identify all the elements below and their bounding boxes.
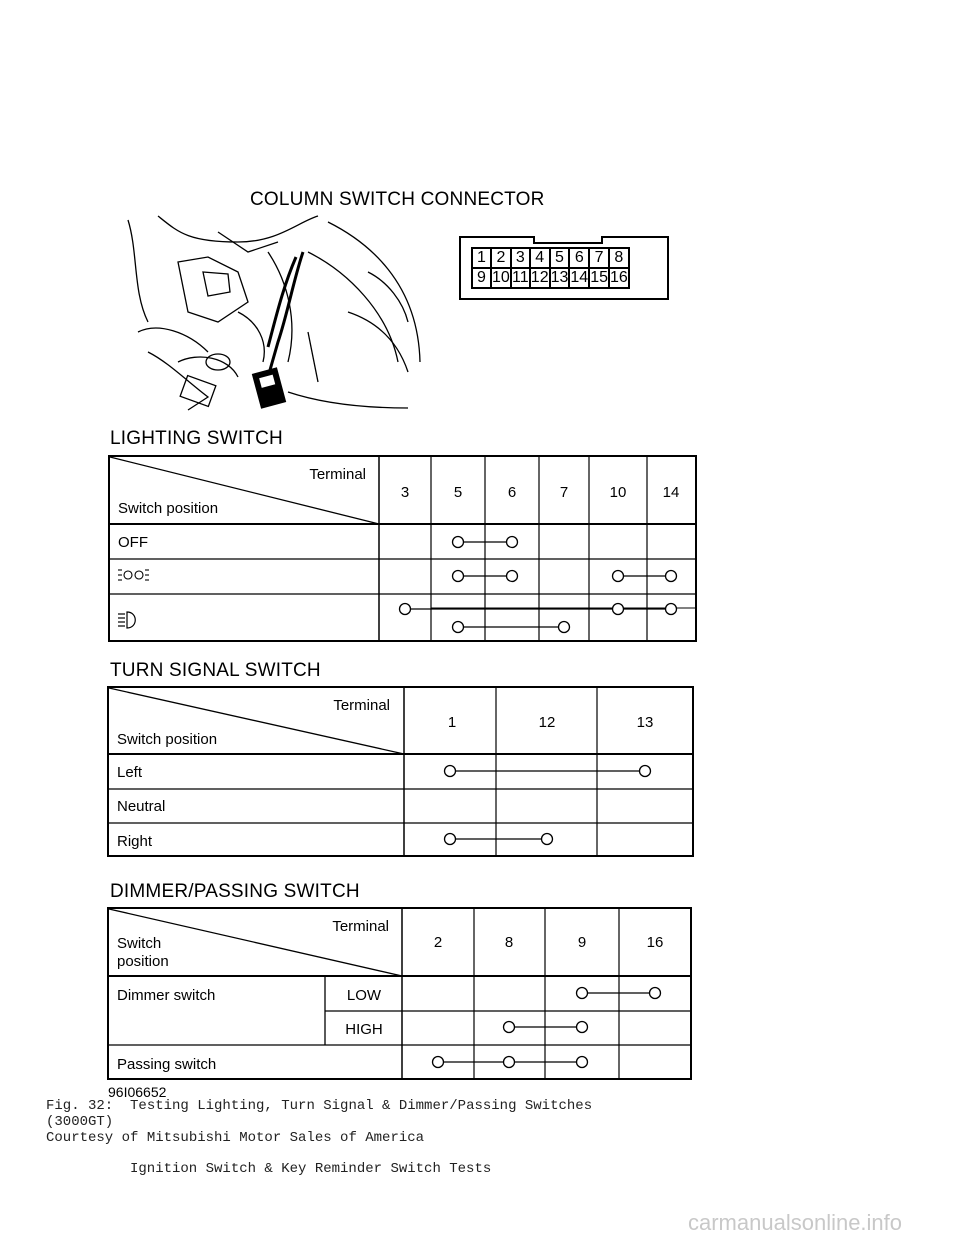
dimmer-terminal-2: 2 bbox=[433, 934, 443, 951]
pin-15: 15 bbox=[590, 269, 608, 286]
lighting-switch-table bbox=[108, 455, 698, 643]
figure-code: 96I06652 bbox=[108, 1084, 167, 1100]
figure-caption-line2: (3000GT) bbox=[46, 1114, 114, 1130]
figure-caption-courtesy: Courtesy of Mitsubishi Motor Sales of America bbox=[46, 1130, 425, 1146]
turn-terminal-12: 12 bbox=[538, 714, 556, 731]
connector-title: COLUMN SWITCH CONNECTOR bbox=[250, 189, 545, 210]
pin-7: 7 bbox=[589, 248, 609, 268]
dimmer-row-dimmer-switch: Dimmer switch bbox=[117, 987, 216, 1004]
pin-9: 9 bbox=[472, 268, 491, 288]
dimmer-header-position-line2: position bbox=[117, 953, 169, 970]
section-heading: Ignition Switch & Key Reminder Switch Tests bbox=[130, 1161, 492, 1177]
pin-5: 5 bbox=[550, 248, 570, 268]
lighting-header-position: Switch position bbox=[118, 500, 219, 517]
pin-14: 14 bbox=[570, 269, 589, 286]
watermark: carmanualsonline.info bbox=[688, 1210, 903, 1235]
dimmer-header-position-line1: Switch bbox=[117, 935, 162, 952]
dimmer-terminal-16: 16 bbox=[646, 934, 664, 951]
lighting-terminal-5: 5 bbox=[453, 484, 463, 501]
turn-terminal-1: 1 bbox=[447, 714, 457, 731]
dimmer-row-low: LOW bbox=[346, 987, 382, 1004]
lighting-terminal-10: 10 bbox=[609, 484, 627, 501]
turn-header-terminal: Terminal bbox=[333, 697, 390, 714]
dimmer-passing-table bbox=[107, 907, 693, 1081]
dimmer-passing-title: DIMMER/PASSING SWITCH bbox=[110, 881, 360, 902]
connector-pin-grid bbox=[471, 247, 630, 289]
pin-8: 8 bbox=[609, 248, 629, 268]
turn-header-position: Switch position bbox=[117, 731, 218, 748]
pin-13: 13 bbox=[550, 269, 569, 286]
lighting-header-terminal: Terminal bbox=[309, 466, 366, 483]
pin-4: 4 bbox=[530, 248, 550, 268]
figure-caption-line1: Fig. 32: Testing Lighting, Turn Signal & Dimmer/Passing Switches bbox=[46, 1098, 593, 1114]
turn-row-neutral: Neutral bbox=[117, 798, 166, 815]
headlamp-icon bbox=[118, 612, 135, 628]
steering-column-illustration bbox=[118, 212, 430, 414]
turn-terminal-13: 13 bbox=[636, 714, 654, 731]
dimmer-terminal-8: 8 bbox=[504, 934, 514, 951]
tail-lamp-icon bbox=[118, 570, 149, 580]
pin-16: 16 bbox=[609, 269, 628, 286]
turn-signal-table bbox=[107, 686, 695, 858]
connector-pin-diagram bbox=[459, 236, 669, 300]
lighting-terminal-7: 7 bbox=[559, 484, 569, 501]
dimmer-header-terminal: Terminal bbox=[332, 918, 389, 935]
pin-10: 10 bbox=[492, 269, 510, 286]
turn-row-left: Left bbox=[117, 764, 143, 781]
turn-signal-title: TURN SIGNAL SWITCH bbox=[110, 660, 321, 681]
turn-row-right: Right bbox=[117, 833, 153, 850]
dimmer-row-passing-switch: Passing switch bbox=[117, 1056, 217, 1073]
pin-12: 12 bbox=[530, 269, 549, 286]
lighting-switch-title: LIGHTING SWITCH bbox=[110, 428, 283, 449]
lighting-terminal-3: 3 bbox=[400, 484, 410, 501]
pin-1: 1 bbox=[472, 248, 491, 268]
pin-11: 11 bbox=[511, 269, 529, 286]
lighting-row-off: OFF bbox=[118, 534, 148, 551]
lighting-terminal-14: 14 bbox=[662, 484, 680, 501]
pin-3: 3 bbox=[511, 248, 530, 268]
pin-2: 2 bbox=[491, 248, 511, 268]
connector-latch bbox=[533, 236, 603, 244]
lighting-terminal-6: 6 bbox=[507, 484, 517, 501]
dimmer-terminal-9: 9 bbox=[577, 934, 587, 951]
dimmer-row-high: HIGH bbox=[345, 1021, 383, 1038]
pin-6: 6 bbox=[569, 248, 589, 268]
